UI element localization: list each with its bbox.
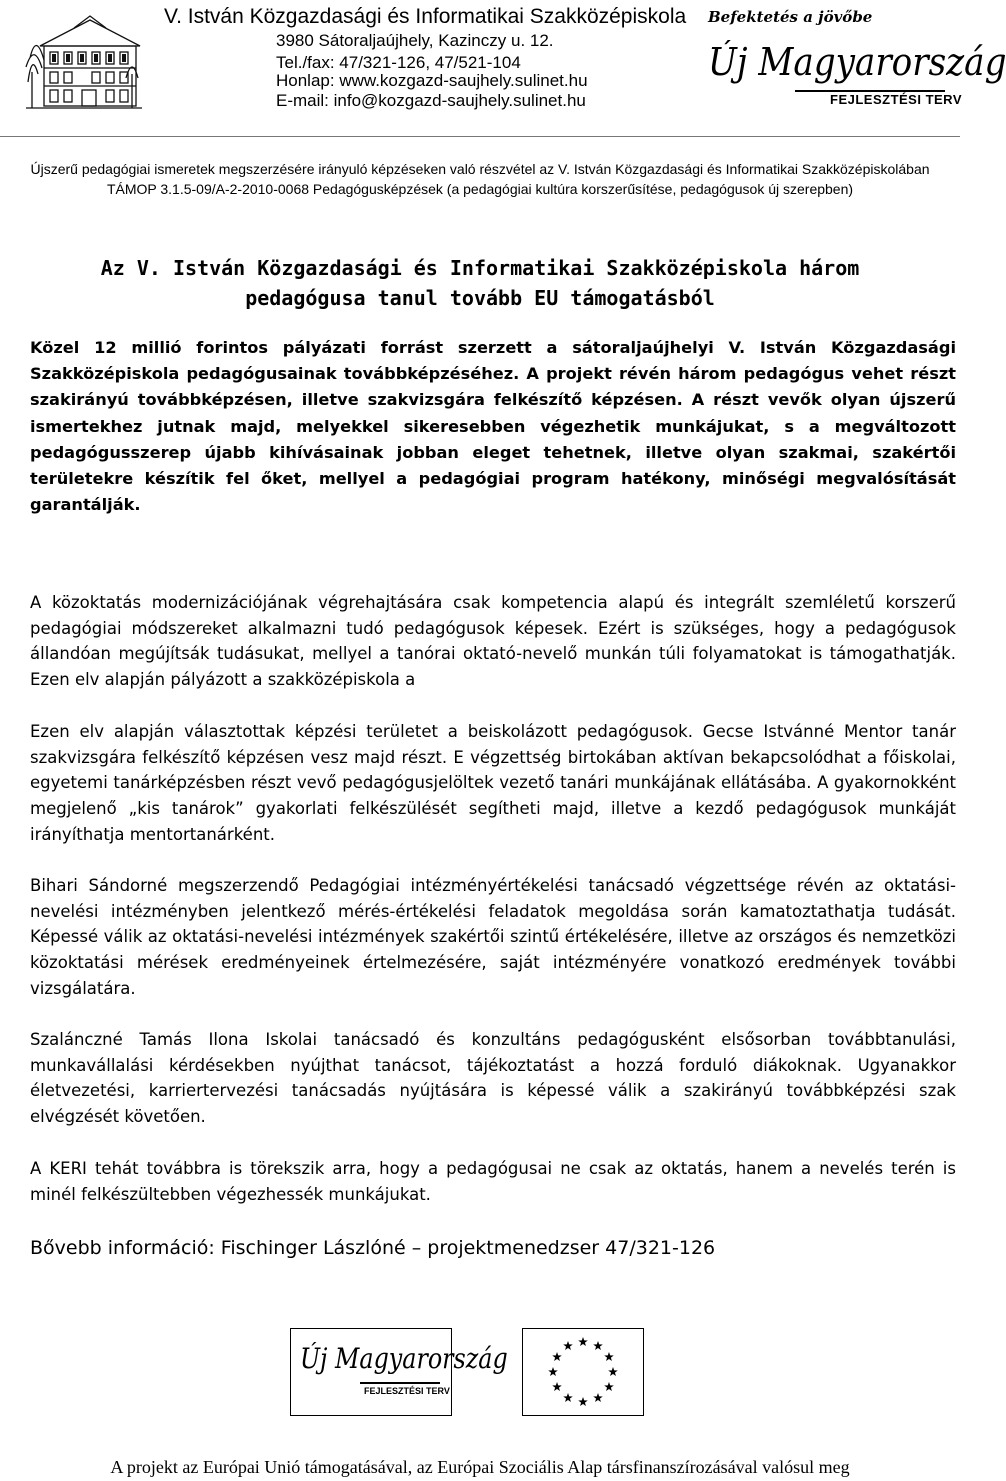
article-title-line-2: pedagógusa tanul tovább EU támogatásból	[245, 286, 715, 310]
contact-info: Bővebb információ: Fischinger Lászlóné – projektmenedzser 47/321-126	[30, 1237, 716, 1259]
bottom-logo-word-uj: Új	[300, 1342, 328, 1375]
school-website[interactable]: Honlap: www.kozgazd-saujhely.sulinet.hu	[276, 71, 588, 90]
logo-word-magyarorszag: Magyarország	[758, 40, 1006, 84]
school-name: V. István Közgazdasági és Informatikai Szakközépiskola	[164, 5, 687, 28]
body-paragraph-3: Bihari Sándorné megszerzendő Pedagógiai intézményértékelési tanácsadó végzettsége révén az oktatási-nevelési intézményben jelentkező mérés-értékelési feladatok megoldása során kamatoztathatja tudását. Képessé válik az oktatási-nevelési intézmények szakértői szintű értékelésére, illetve az országos és nemzetközi közoktatási mérések eredményeinek értelmezésére, saját intézményére vonatkozó eredmények további vizsgálatára.	[30, 876, 956, 998]
header-divider	[0, 136, 960, 137]
school-email[interactable]: E-mail: info@kozgazd-saujhely.sulinet.hu	[276, 91, 586, 110]
school-address: 3980 Sátoraljaújhely, Kazinczy u. 12.	[276, 31, 554, 50]
eu-flag-icon	[522, 1328, 644, 1416]
body-paragraph-4: Szalánczné Tamás Ilona Iskolai tanácsadó és konzultáns pedagógusként elsősorban továbbtanulási, munkavállalási kérdésekben nyújthat tanácsot, tájékoztatást a hozzá forduló diákoknak. Ugyanakkor életvezetési, karriertervezési tanácsadás nyújtására is képessé válik a szakirányú továbbképzési szak elvégzését követően.	[30, 1030, 956, 1127]
school-building-illustration	[26, 12, 142, 110]
body-paragraph-5: A KERI tehát továbbra is törekszik arra, hogy a pedagógusai ne csak az oktatás, hanem a nevelés terén is minél felkészültebben végezhessék munkájukat.	[30, 1159, 956, 1204]
school-phone: Tel./fax: 47/321-126, 47/521-104	[276, 53, 521, 72]
bottom-logo-word-magyarorszag: Magyarország	[335, 1342, 508, 1375]
logo-word-uj: Új	[708, 40, 748, 84]
article-lead: Közel 12 millió forintos pályázati forrást szerzett a sátoraljaújhelyi V. István Közgazdasági Szakközépiskola pedagógusainak továbbképzéséhez. A projekt révén három pedagógus vehet részt szakirányú továbbképzésen, illetve szakvizsgára felkészítő képzésen. A részt vevők olyan újszerű ismertekhez jutnak majd, melyekkel sikeresebben végezhetik munkájukat, s a megváltozott pedagógusszerep újabb kihívásainak jobban eleget tehetnek, illetve olyan szakmai, szakértői területekre készítik fel őket, mellyel a pedagógiai program hatékony, minőségi megvalósítását garantálják.	[30, 338, 956, 515]
bottom-logo-subtitle: FEJLESZTÉSI TERV	[364, 1386, 450, 1396]
footer-funding-note: A projekt az Európai Unió támogatásával, az Európai Szociális Alap társfinanszírozásával valósul meg	[110, 1457, 850, 1477]
uj-magyarorszag-logo	[700, 8, 1006, 116]
article-title-line-1: Az V. István Közgazdasági és Informatikai Szakközépiskola három	[100, 256, 860, 280]
body-paragraph-2: Ezen elv alapján választottak képzési területet a beiskolázott pedagógusok. Gecse Istvánné Mentor tanár szakvizsgára felkészítő képzésen vesz majd részt. E végzettség birtokában aktívan bekapcsolódhat a főiskolai, egyetemi tanárképzésben részt vevő pedagógusjelöltek vezető tanári munkájának ellátásába. A gyakornokként megjelenő „kis tanárok” gyakorlati felkészülését segítheti majd, illetve a kezdő pedagógusok munkáját irányíthatja mentortanárként.	[30, 722, 956, 844]
logo-slogan: Befektetés a jövőbe	[708, 8, 873, 26]
body-paragraph-1: A közoktatás modernizációjának végrehajtására csak kompetencia alapú és integrált szemléletű korszerű pedagógiai módszereket alkalmazni tudó pedagógusok képesek. Ezért is szükséges, hogy a pedagógusok állandóan megújítsák tudásukat, mellyel a tanórai oktató-nevelő munkán túli folyamatokat is támogathatják. Ezen elv alapján pályázott a szakközépiskola a	[30, 593, 956, 690]
program-code: TÁMOP 3.1.5-09/A-2-2010-0068 Pedagógusképzések (a pedagógiai kultúra korszerűsítése, pedagógusok új szerepben)	[106, 181, 854, 197]
logo-subtitle: FEJLESZTÉSI TERV	[830, 92, 963, 107]
uj-magyarorszag-bottom-logo	[290, 1328, 508, 1416]
program-title: Újszerű pedagógiai ismeretek megszerzésére irányuló képzéseken való részvétel az V. István Közgazdasági és Informatikai Szakközépiskolában	[30, 161, 930, 177]
